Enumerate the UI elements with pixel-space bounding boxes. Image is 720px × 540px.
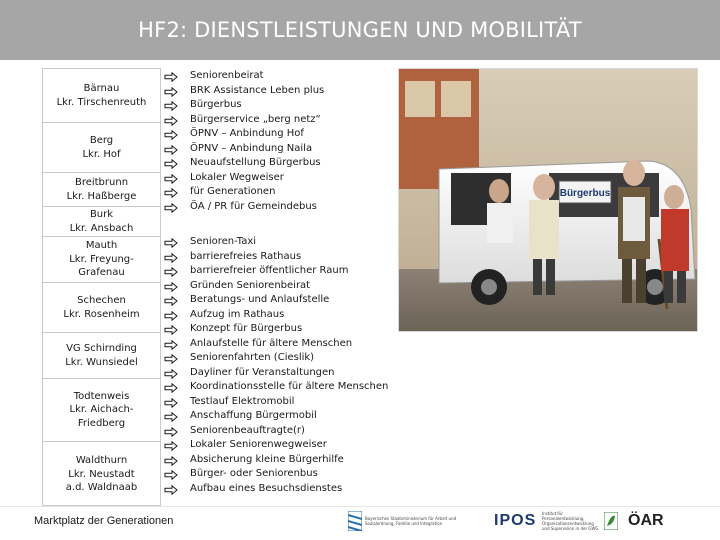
measure-item: ÖPNV – Anbindung Hof bbox=[190, 128, 304, 139]
arrow-right-icon bbox=[164, 352, 182, 366]
arrow-right-icon bbox=[164, 338, 182, 352]
footer-label: Marktplatz der Generationen bbox=[34, 515, 174, 527]
ipos-logo bbox=[494, 508, 540, 534]
measure-item: ÖPNV – Anbindung Naila bbox=[190, 142, 313, 154]
measure-item: Testlauf Elektromobil bbox=[190, 395, 295, 407]
place-cell: Breitbrunn Lkr. Haßberge bbox=[43, 172, 160, 206]
measure-item: Koordinationsstelle für ältere Menschen bbox=[190, 381, 389, 392]
title-bar bbox=[0, 0, 720, 60]
arrow-right-icon bbox=[164, 439, 182, 453]
ministry-logo bbox=[348, 508, 466, 534]
measure-item: barrierefreies Rathaus bbox=[190, 250, 302, 262]
measure-item: BRK Assistance Leben plus bbox=[190, 84, 325, 96]
measure-item: Anschaffung Bürgermobil bbox=[190, 410, 317, 421]
measure-item: Seniorenbeirat bbox=[190, 70, 264, 81]
arrow-right-icon bbox=[164, 114, 182, 128]
ipos-subtitle bbox=[542, 508, 604, 534]
places-column bbox=[42, 68, 161, 506]
measure-item: Senioren-Taxi bbox=[190, 236, 257, 247]
ipos-logo-text: IPOS bbox=[494, 512, 537, 529]
arrow-right-icon bbox=[164, 99, 182, 113]
arrow-right-icon bbox=[164, 201, 182, 215]
arrow-right-icon bbox=[164, 143, 182, 157]
footer-logos bbox=[346, 508, 718, 534]
arrow-right-icon bbox=[164, 396, 182, 410]
place-cell: Waldthurn Lkr. Neustadt a.d. Waldnaab bbox=[43, 441, 160, 507]
measure-item: Lokaler Wegweiser bbox=[190, 171, 284, 183]
arrow-right-icon bbox=[164, 280, 182, 294]
arrow-right-icon bbox=[164, 157, 182, 171]
arrow-right-icon bbox=[164, 265, 182, 279]
arrow-right-icon bbox=[164, 309, 182, 323]
arrow-right-icon bbox=[164, 410, 182, 424]
measure-item: Bürgerbus bbox=[190, 99, 242, 110]
oar-logo-text: ÖAR bbox=[628, 512, 664, 529]
measure-item: Dayliner für Veranstaltungen bbox=[190, 366, 335, 378]
arrow-right-icon bbox=[164, 85, 182, 99]
arrow-right-icon bbox=[164, 367, 182, 381]
arrow-right-icon bbox=[164, 236, 182, 250]
arrow-right-icon bbox=[164, 172, 182, 186]
measure-item: Seniorenfahrten (Cieslik) bbox=[190, 352, 315, 363]
place-cell: VG Schirnding Lkr. Wunsiedel bbox=[43, 332, 160, 378]
page-title: HF2: DIENSTLEISTUNGEN UND MOBILITÄT bbox=[138, 18, 582, 42]
measure-item: Konzept für Bürgerbus bbox=[190, 323, 303, 334]
arrow-right-icon bbox=[164, 294, 182, 308]
arrow-right-icon bbox=[164, 468, 182, 482]
arrow-right-icon bbox=[164, 425, 182, 439]
measure-item: Aufzug im Rathaus bbox=[190, 308, 285, 320]
photo-buergerbus bbox=[398, 68, 698, 332]
arrow-right-icon bbox=[164, 483, 182, 497]
footer-divider bbox=[0, 506, 720, 507]
measure-item: Seniorenbeauftragte(r) bbox=[190, 424, 305, 436]
measure-item: Bürger- oder Seniorenbus bbox=[190, 468, 318, 479]
bavaria-crest-icon bbox=[348, 511, 362, 531]
arrow-right-icon bbox=[164, 128, 182, 142]
place-cell: Schechen Lkr. Rosenheim bbox=[43, 282, 160, 332]
measure-item: Aufbau eines Besuchsdienstes bbox=[190, 482, 343, 494]
measure-item: Absicherung kleine Bürgerhilfe bbox=[190, 453, 344, 465]
measure-item: barrierefreier öffentlicher Raum bbox=[190, 265, 349, 276]
arrow-right-icon bbox=[164, 381, 182, 395]
measure-item: Neuaufstellung Bürgerbus bbox=[190, 157, 321, 168]
place-cell: Berg Lkr. Hof bbox=[43, 122, 160, 172]
leaf-logo-icon bbox=[604, 508, 620, 534]
place-cell: Todtenweis Lkr. Aichach- Friedberg bbox=[43, 378, 160, 441]
arrow-right-icon bbox=[164, 323, 182, 337]
ipos-subtitle-text: Institut für Personalentwicklung, Organisationsentwicklung und Supervision in der GWG bbox=[542, 511, 599, 531]
measure-item: Gründen Seniorenbeirat bbox=[190, 279, 311, 291]
arrow-right-icon bbox=[164, 70, 182, 84]
photo-illustration bbox=[399, 69, 698, 332]
place-cell: Burk Lkr. Ansbach bbox=[43, 206, 160, 236]
measure-item: ÖA / PR für Gemeindebus bbox=[190, 200, 317, 212]
arrow-right-icon bbox=[164, 251, 182, 265]
measure-item: für Generationen bbox=[190, 186, 276, 197]
place-cell: Bärnau Lkr. Tirschenreuth bbox=[56, 83, 147, 108]
place-cell: Mauth Lkr. Freyung- Grafenau bbox=[43, 236, 160, 282]
oar-logo bbox=[628, 508, 668, 534]
bus-sign-text: Bürgerbus bbox=[559, 188, 611, 199]
arrow-right-icon bbox=[164, 454, 182, 468]
measure-item: Bürgerservice „berg netz“ bbox=[190, 113, 321, 125]
measure-item: Lokaler Seniorenwegweiser bbox=[190, 439, 327, 450]
arrow-right-icon bbox=[164, 186, 182, 200]
ministry-logo-text: Bayerisches Staatsministerium für Arbeit und Sozialordnung, Familie und Integration bbox=[365, 516, 457, 526]
measure-item: Beratungs- und Anlaufstelle bbox=[190, 294, 330, 305]
measure-item: Anlaufstelle für ältere Menschen bbox=[190, 337, 353, 349]
